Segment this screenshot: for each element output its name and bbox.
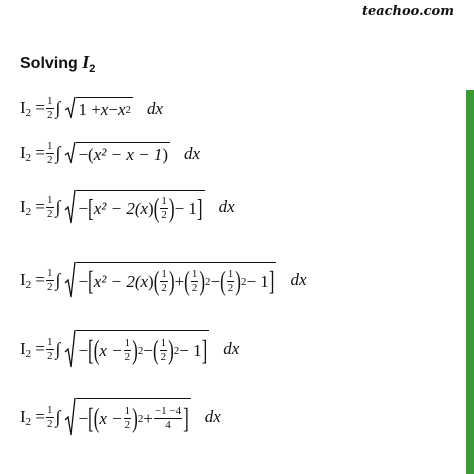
dx: dx [218,197,235,216]
dx: dx [184,143,201,163]
equation-line-5: $I_2$ = $\frac{1}{2}$ ∫ − [ ( x − $\frac{1}{2}$ ) 2 − ( $\frac{1}{2}$ ) 2 − 1 ] dx [20,330,239,368]
integral-sign: ∫ [55,338,61,359]
fraction-half: $\frac{1}{2}$ [47,403,53,430]
fraction-m1m4: $\frac{-1 -4}{4}$ [154,405,182,431]
integral-sign: ∫ [55,196,61,217]
fraction-half: $\frac{1}{2}$ [47,140,53,166]
heading-var: I [82,52,90,72]
fraction-half: $\frac{1}{2}$ [47,95,53,121]
dx: dx [290,270,307,289]
radical: − [ x² − 2( x ) ( $\frac{1}{2}$ ) + ( $\frac{1}{2}$ ) 2 − ( $\frac{1}{2}$ ) 2 − 1 ] [64,262,276,298]
radical: −( x² − x − 1 ) [64,142,170,165]
dx: dx [204,407,221,426]
brand-logo: teachoo.com [361,4,454,19]
radical: − [ x² − 2( x ) ( $\frac{1}{2}$ ) − 1 ] [64,190,204,224]
equation-line-2: $I_2$ = $\frac{1}{2}$ ∫ −( x² − x − 1 ) dx [20,140,201,166]
dx: dx [146,98,164,118]
fraction-half: $\frac{1}{2}$ [47,335,53,362]
accent-bar [466,90,474,474]
heading-sub: 2 [89,63,96,76]
dx: dx [223,339,240,358]
radical: − [ ( x − $\frac{1}{2}$ ) 2 + $\frac{-1 -4}{4}$ ] [64,398,190,436]
radical: − [ ( x − $\frac{1}{2}$ ) 2 − ( $\frac{1}{2}$ ) 2 − 1 ] [64,330,209,368]
integral-sign: ∫ [55,98,61,118]
integral-sign: ∫ [55,269,61,290]
integral-sign: ∫ [55,406,61,427]
equation-line-3: $I_2$ = $\frac{1}{2}$ ∫ − [ x² − 2( x ) ( $\frac{1}{2}$ ) − 1 ] dx [20,190,235,224]
fraction-half: $\frac{1}{2}$ [47,266,53,293]
equation-line-1 [20,96,163,121]
equation-line-4: $I_2$ = $\frac{1}{2}$ ∫ − [ x² − 2( x ) ( $\frac{1}{2}$ ) + ( $\frac{1}{2}$ ) 2 − ( $\frac{1}{2}$ ) 2 − 1 ] dx [20,262,307,298]
heading-prefix: Solving [20,55,83,72]
lhs: $I_2$ = [20,98,46,119]
fraction-half: $\frac{1}{2}$ [47,193,53,220]
radical: 1 + x − x 2 [64,97,133,120]
integral-sign: ∫ [55,143,61,163]
equation-line-6: $I_2$ = $\frac{1}{2}$ ∫ − [ ( x − $\frac{1}{2}$ ) 2 + $\frac{-1 -4}{4}$ ] dx [20,398,221,436]
section-heading [20,52,95,75]
